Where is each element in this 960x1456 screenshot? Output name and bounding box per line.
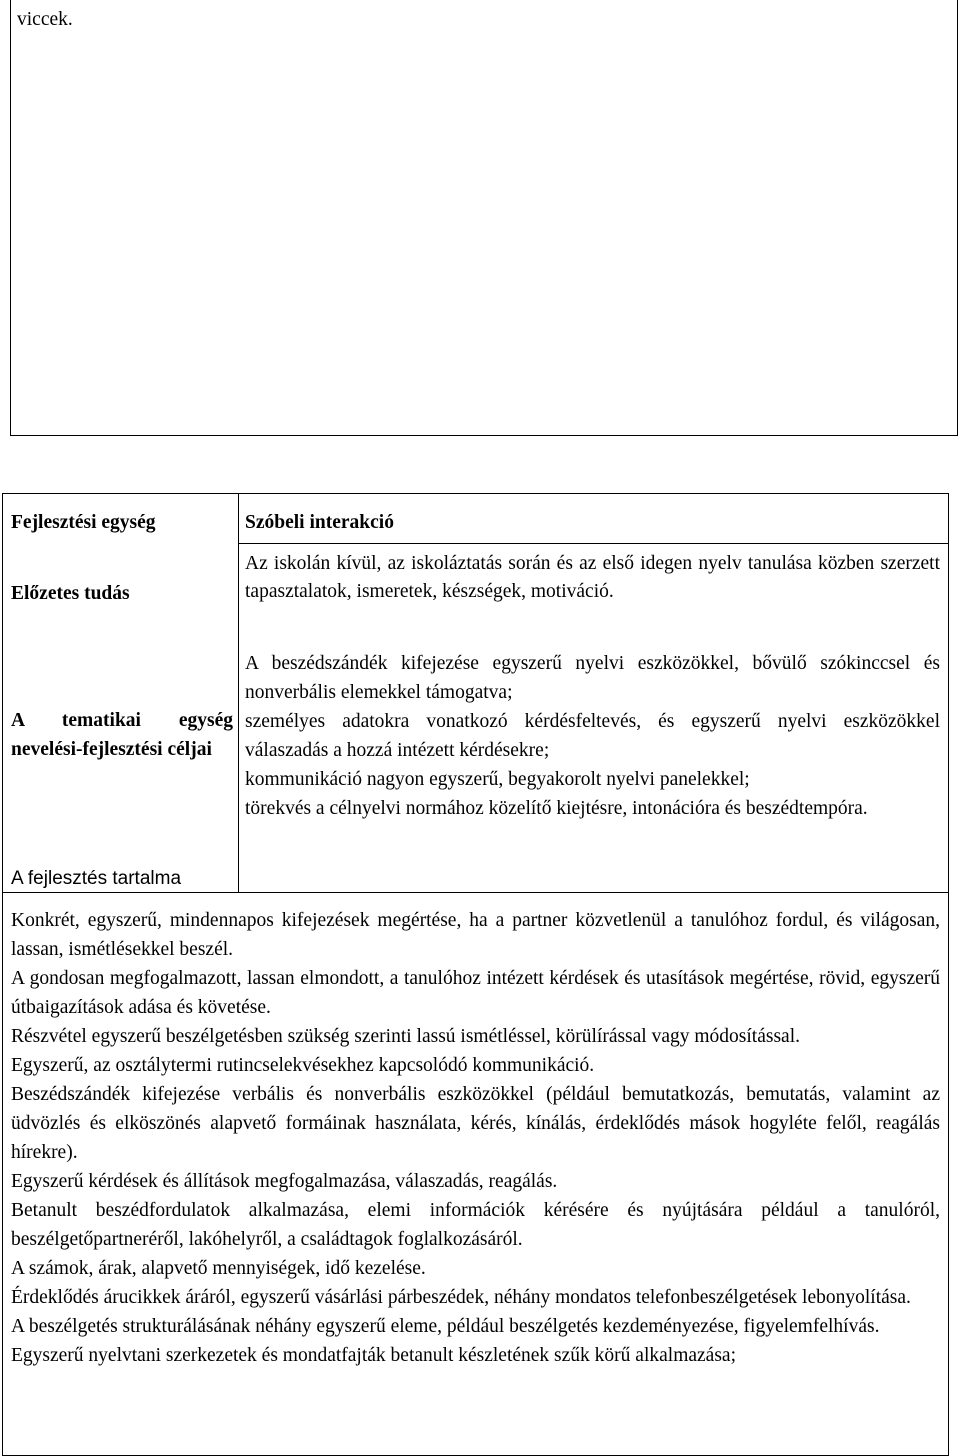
top-text-box	[10, 0, 958, 436]
content-item: Egyszerű, az osztálytermi rutincselekvésekhez kapcsolódó kommunikáció.	[11, 1055, 595, 1076]
content-item: Érdeklődés árucikkek áráról, egyszerű vásárlási párbeszédek, néhány mondatos telefonbeszélgetések lebonyolítása.	[11, 1287, 911, 1308]
fejlesztes-tartalma-list	[11, 906, 940, 1370]
value-elozetes-tudas: Az iskolán kívül, az iskoláztatás során és az első idegen nyelv tanulása közben szerzett tapasztalatok, ismeretek, készségek, motiváció.	[245, 553, 940, 602]
content-item: Részvétel egyszerű beszélgetésben szükség szerinti lassú ismétléssel, körülírással vagy módosítással.	[11, 1026, 800, 1047]
top-box-text: viccek.	[17, 9, 73, 30]
content-item: Egyszerű kérdések és állítások megfogalmazása, válaszadás, reagálás.	[11, 1171, 558, 1192]
label-fejlesztes-tartalma: A fejlesztés tartalma	[11, 868, 182, 889]
content-item: A beszélgetés strukturálásának néhány egyszerű eleme, például beszélgetés kezdeményezése, figyelemfelhívás.	[11, 1316, 880, 1337]
celjai-item: törekvés a célnyelvi normához közelítő kiejtésre, intonációra és beszédtempóra.	[245, 798, 868, 819]
content-item: A számok, árak, alapvető mennyiségek, idő kezelése.	[11, 1258, 426, 1279]
content-item: A gondosan megfogalmazott, lassan elmondott, a tanulóhoz intézett kérdések és utasítások megértése, rövid, egyszerű útbaigazítások adása és követése.	[11, 968, 940, 1018]
label-tematikai-celjai: A tematikai egység nevelési-fejlesztési céljai	[11, 710, 233, 760]
label-elozetes-tudas: Előzetes tudás	[11, 583, 130, 604]
content-item: Beszédszándék kifejezése verbális és nonverbális eszközökkel (például bemutatkozás, bemutatás, valamint az üdvözlés és elköszönés alapvető formáinak használata, kérés, kínálás, érdeklődés mások hogyléte felől, reagálás hírekre).	[11, 1084, 940, 1163]
celjai-item: kommunikáció nagyon egyszerű, begyakorolt nyelvi panelekkel;	[245, 769, 750, 790]
content-item: Konkrét, egyszerű, mindennapos kifejezések megértése, ha a partner közvetlenül a tanulóhoz fordul, és világosan, lassan, ismétlésekkel beszél.	[11, 910, 940, 960]
content-item: Betanult beszédfordulatok alkalmazása, elemi információk kérésére és nyújtására például a tanulóról, beszélgetőpartneréről, lakóhelyről, a családtagok foglalkozásáról.	[11, 1200, 940, 1250]
celjai-list	[245, 649, 940, 823]
label-fejlesztesi-egyseg: Fejlesztési egység	[11, 512, 156, 533]
content-item: Egyszerű nyelvtani szerkezetek és mondatfajták betanult készletének szűk körű alkalmazása;	[11, 1345, 736, 1366]
value-szobeli-interakcio: Szóbeli interakció	[245, 512, 394, 533]
column-divider	[238, 493, 239, 892]
celjai-item: személyes adatokra vonatkozó kérdésfeltevés, és egyszerű nyelvi eszközökkel válaszadás a hozzá intézett kérdésekre;	[245, 711, 940, 761]
celjai-item: A beszédszándék kifejezése egyszerű nyelvi eszközökkel, bővülő szókinccsel és nonverbális elemekkel támogatva;	[245, 653, 940, 703]
row-divider-1	[238, 543, 949, 544]
